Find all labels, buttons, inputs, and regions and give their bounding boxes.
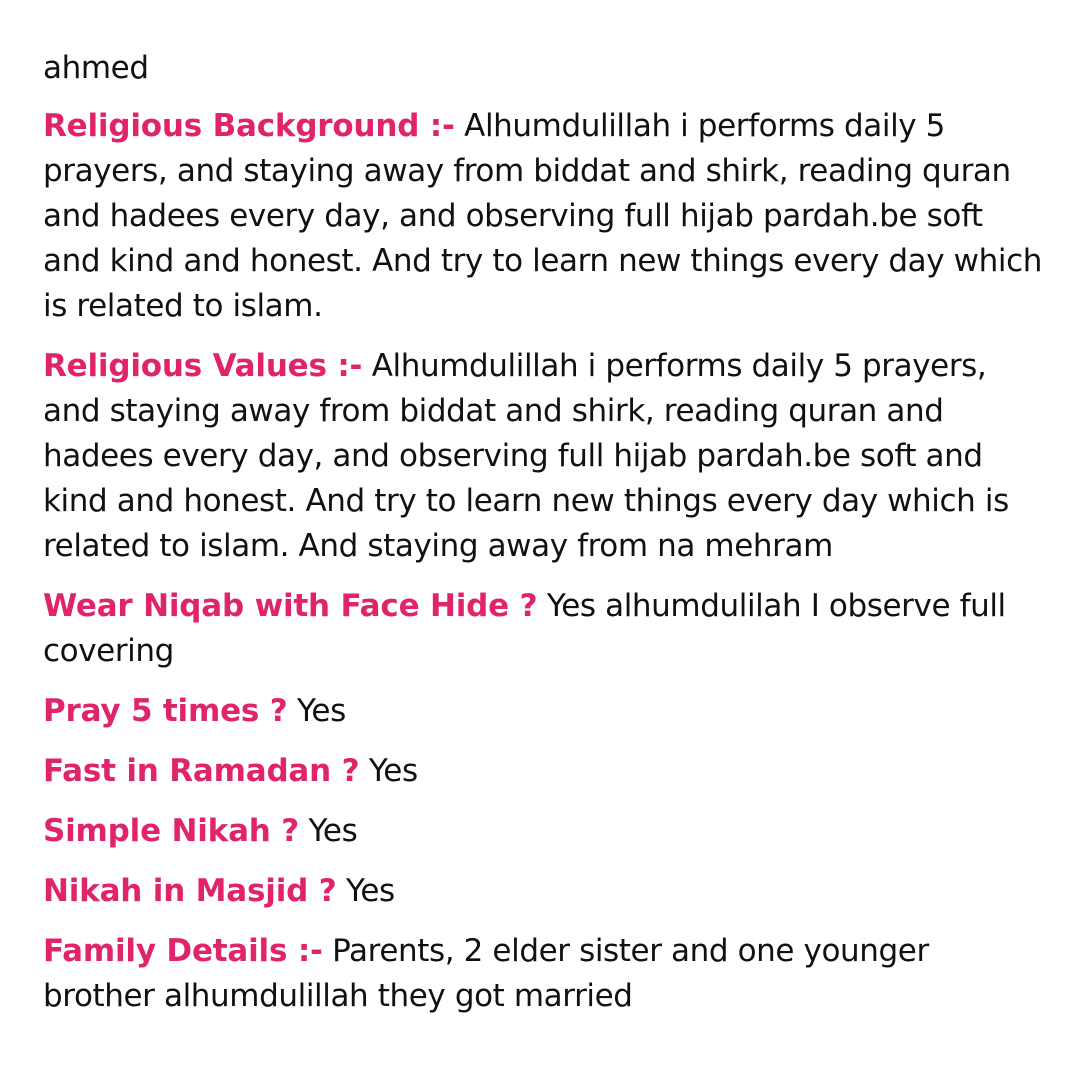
entry-label: Pray 5 times ? (43, 693, 288, 729)
entry-label: Wear Niqab with Face Hide ? (43, 588, 538, 624)
entry-value: Alhumdulillah i performs daily 5 prayers, and staying away from biddat and shirk, reading quran and hadees every day, and observing full hijab pardah.be soft and kind and honest. And try to learn new things every day which is related to islam. And staying away from na mehram (43, 348, 1009, 564)
intro-text: ahmed (43, 50, 149, 86)
entry-value: Yes alhumdulilah I observe full covering (43, 588, 1006, 669)
entry-label: Nikah in Masjid ? (43, 873, 337, 909)
pray-entry (43, 689, 1043, 734)
entry-value: Alhumdulillah i performs daily 5 prayers, and staying away from biddat and shirk, reading quran and hadees every day, and observing full hijab pardah.be soft and kind and honest. And try to learn new things every day which is related to islam. (43, 108, 1042, 324)
entry-value: Yes (308, 813, 358, 849)
entry-value: Parents, 2 elder sister and one younger brother alhumdulillah they got married (43, 933, 929, 1014)
entry-label: Family Details :- (43, 933, 323, 969)
entry-value: Yes (368, 753, 418, 789)
entry-label: Simple Nikah ? (43, 813, 300, 849)
simple-nikah-entry (43, 809, 1043, 854)
nikah-masjid-entry (43, 869, 1043, 914)
entry-value: Yes (345, 873, 395, 909)
fast-entry (43, 749, 1043, 794)
niqab-entry (43, 584, 1043, 674)
profile-details (43, 46, 1043, 1034)
entry-label: Fast in Ramadan ? (43, 753, 360, 789)
religious-values-entry (43, 344, 1043, 569)
family-details-entry (43, 929, 1043, 1019)
religious-background-entry (43, 104, 1043, 329)
entry-label: Religious Background :- (43, 108, 455, 144)
entry-label: Religious Values :- (43, 348, 363, 384)
entry-value: Yes (297, 693, 346, 729)
